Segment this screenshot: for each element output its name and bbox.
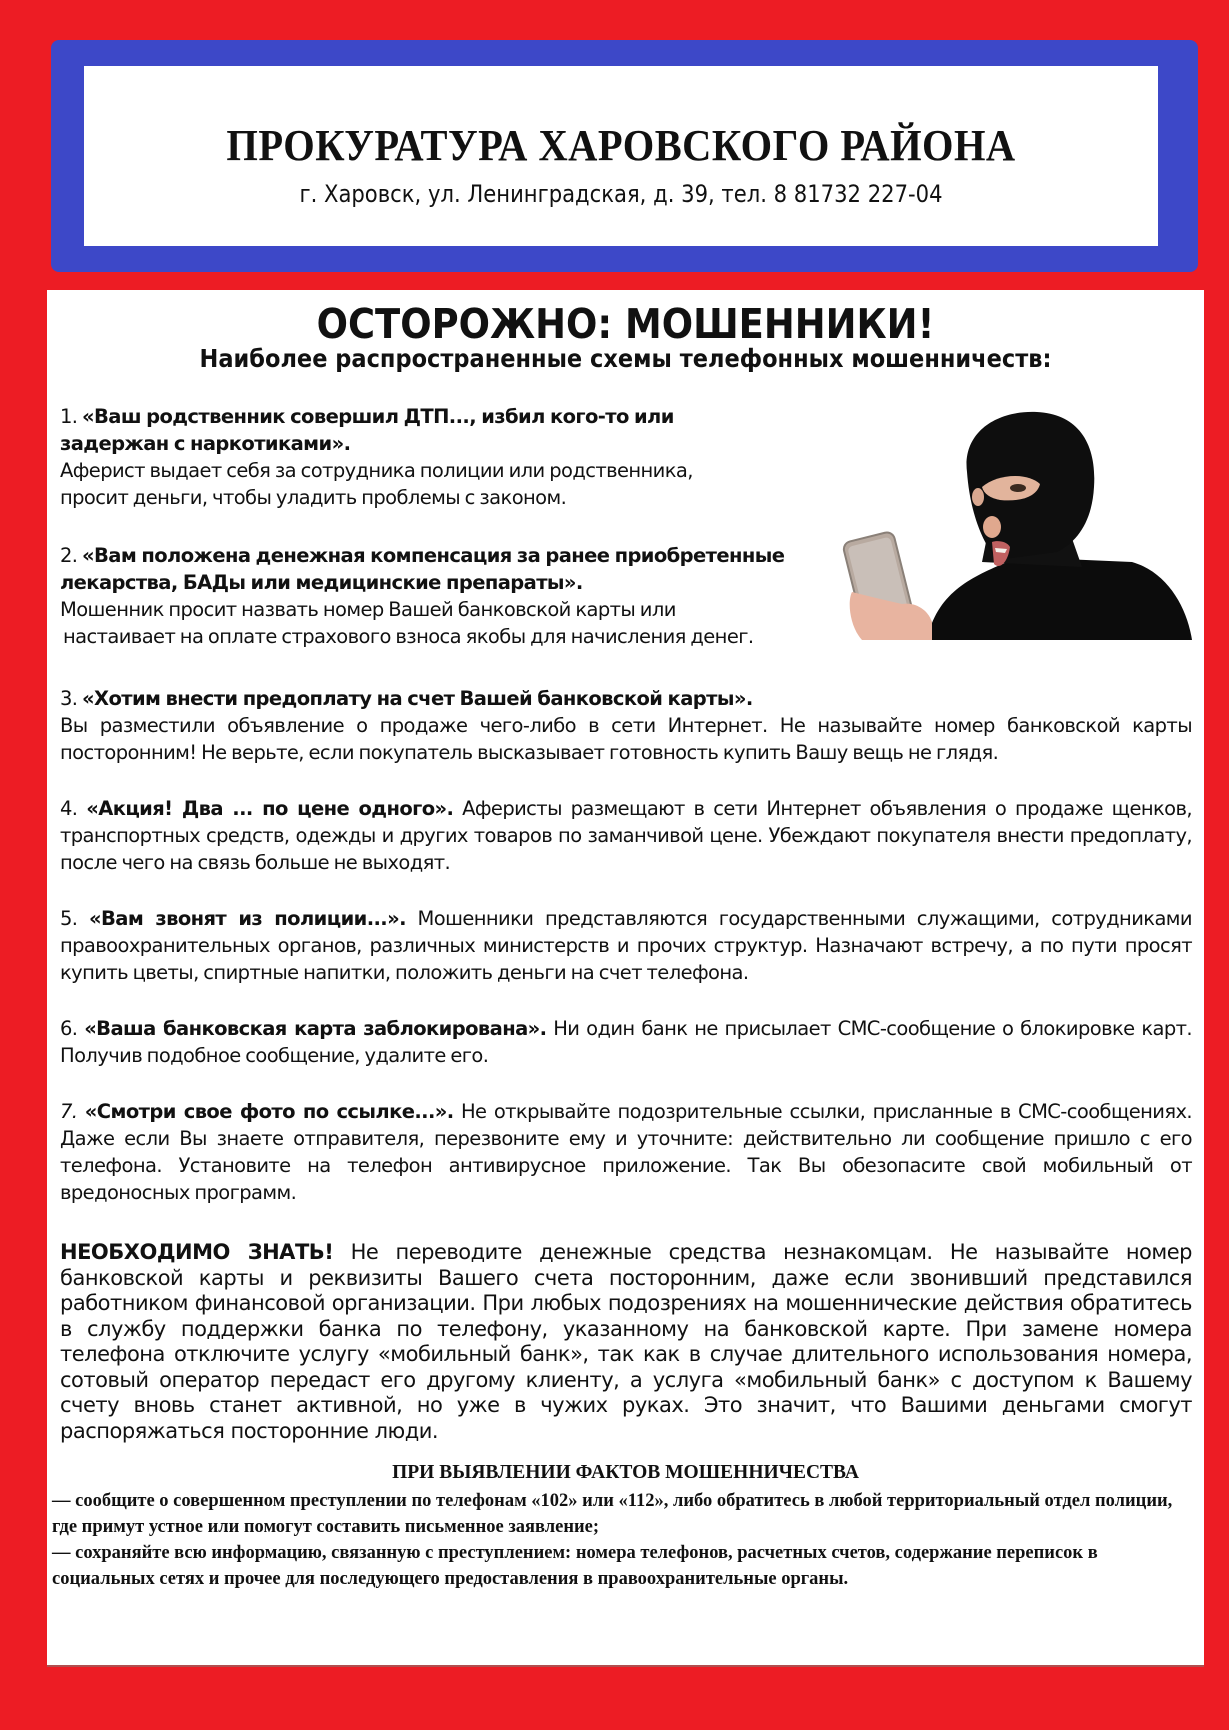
masked-fraudster-image: [832, 392, 1192, 640]
fraud-fact-item: — сохраняйте всю информацию, связанную с преступлением: номера телефонов, расчетных счетов, содержание переписок в социальных сетях и прочее для последующего предоставления в правоохранительные органы.: [52, 1543, 1098, 1589]
fraud-fact-item: — сообщите о совершенном преступлении по телефонам «102» или «112», либо обратитесь в любой территориальный отдел полиции, где примут устное или помогут составить письменное заявление;: [52, 1491, 1173, 1537]
scheme-quote: «Вам звонят из полиции...».: [89, 907, 406, 930]
scheme-4: [60, 795, 1192, 876]
scheme-number: 6.: [60, 1017, 78, 1040]
poster-title: ОСТОРОЖНО: МОШЕННИКИ!: [316, 300, 935, 348]
scheme-number: 1.: [60, 405, 78, 428]
scheme-quote: лекарства, БАДы или медицинские препараты».: [60, 571, 583, 594]
scheme-text: Вы разместили объявление о продаже чего-либо в сети Интернет. Не называйте номер банковской карты посторонним! Не верьте, если покупатель высказывает готовность купить Вашу вещь не глядя.: [60, 714, 1192, 764]
scheme-text: Аферист выдает себя за сотрудника полиции или родственника,: [60, 459, 693, 482]
fraud-facts-list: [52, 1488, 1192, 1592]
warning-text: Не переводите денежные средства незнакомцам. Не называйте номер банковской карты и реквизиты Вашего счета посторонним, даже если звонивший представился работником финансовой организации. При любых подозрениях на мошеннические действия обратитесь в службу поддержки банка по телефону, указанному на банковской карте. При замене номера телефона отключите услугу «мобильный банк», так как в случае длительного использования номера, сотовый оператор передаст его другому клиенту, а услуга «мобильный банк» с доступом к Вашему счету вновь станет активной, но уже в чужих руках. Это значит, что Вашими деньгами смогут распоряжаться посторонние люди.: [60, 1240, 1192, 1443]
scheme-quote: «Акция! Два ... по цене одного».: [86, 797, 454, 820]
fraudster-illustration-icon: [832, 392, 1192, 640]
scheme-text: Мошенники представляются государственными служащими, сотрудниками правоохранительных органов, различных министерств и прочих структур. Назначают встречу, а по пути просят купить цветы, спиртные напитки, положить деньги на счет телефона.: [60, 907, 1192, 984]
scheme-number: 5.: [60, 907, 78, 930]
scheme-quote: «Ваша банковская карта заблокирована».: [84, 1017, 547, 1040]
scheme-3: [60, 685, 1192, 766]
scheme-text: Не открывайте подозрительные ссылки, присланные в СМС-сообщениях. Даже если Вы знаете отправителя, перезвоните ему и уточните: действительно ли сообщение пришло с его телефона. Установите на телефон антивирусное приложение. Так Вы обезопасите свой мобильный от вредоносных программ.: [60, 1100, 1193, 1204]
scheme-quote: «Вам положена денежная компенсация за ранее приобретенные: [82, 544, 785, 567]
scheme-5: [60, 905, 1192, 986]
poster-subtitle: Наиболее распространенные схемы телефонных мошенничеств:: [199, 344, 1052, 373]
scheme-6: [60, 1015, 1192, 1069]
scheme-number: 4.: [60, 797, 78, 820]
org-title: ПРОКУРАТУРА ХАРОВСКОГО РАЙОНА: [226, 121, 1016, 170]
scheme-text: Мошенник просит назвать номер Вашей банковской карты или: [60, 598, 676, 621]
scheme-quote: «Хотим внести предоплату на счет Вашей банковской карты».: [82, 687, 753, 710]
fraud-facts-title: ПРИ ВЫЯВЛЕНИИ ФАКТОВ МОШЕННИЧЕСТВА: [392, 1462, 859, 1483]
scheme-2: [60, 542, 790, 650]
must-know-warning: [60, 1240, 1192, 1444]
scheme-quote: «Ваш родственник совершил ДТП..., избил кого-то или: [82, 405, 674, 428]
scheme-text: настаивает на оплате страхового взноса якобы для начисления денег.: [63, 625, 754, 648]
scheme-number: 7.: [60, 1100, 78, 1123]
scheme-text: Аферисты размещают в сети Интернет объявления о продаже щенков, транспортных средств, одежды и других товаров по заманчивой цене. Убеждают покупателя внести предоплату, после чего на связь больше не выходят.: [60, 797, 1192, 874]
scheme-quote: «Смотри свое фото по ссылке...».: [84, 1100, 454, 1123]
scheme-number: 2.: [60, 544, 78, 567]
header-box: [84, 66, 1158, 246]
content-panel: [47, 290, 1204, 1665]
org-address: г. Харовск, ул. Ленинградская, д. 39, тел. 8 81732 227-04: [299, 180, 943, 208]
warning-lead: НЕОБХОДИМО ЗНАТЬ!: [60, 1240, 334, 1264]
scheme-text: Ни один банк не присылает СМС-сообщение о блокировке карт. Получив подобное сообщение, удалите его.: [60, 1017, 1193, 1067]
scheme-quote: задержан с наркотиками».: [60, 432, 351, 455]
scheme-7: [60, 1098, 1192, 1206]
scheme-text: просит деньги, чтобы уладить проблемы с законом.: [60, 486, 567, 509]
scheme-1: [60, 403, 760, 511]
scheme-number: 3.: [60, 687, 78, 710]
